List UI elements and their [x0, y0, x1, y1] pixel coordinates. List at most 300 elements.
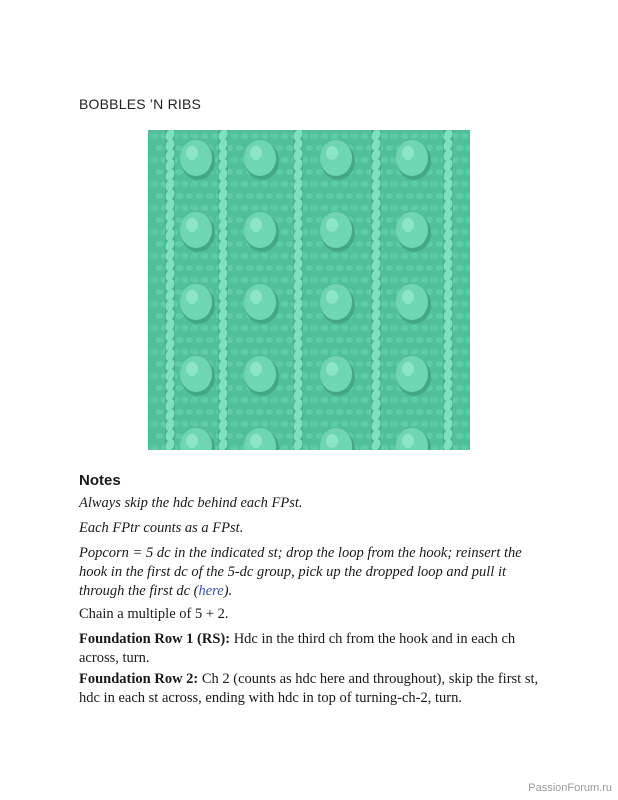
stitch-texture: [331, 397, 339, 403]
stitch-texture: [431, 397, 439, 403]
stitch-texture: [361, 373, 369, 379]
stitch-texture: [276, 337, 284, 343]
stitch-texture: [241, 133, 249, 139]
stitch-texture: [211, 133, 219, 139]
stitch-texture: [461, 421, 469, 427]
stitch-texture: [391, 133, 399, 139]
stitch-texture: [411, 181, 419, 187]
stitch-texture: [256, 193, 264, 199]
stitch-texture: [211, 253, 219, 259]
stitch-texture: [281, 301, 289, 307]
stitch-texture: [191, 325, 199, 331]
stitch-texture: [411, 397, 419, 403]
stitch-texture: [381, 181, 389, 187]
stitch-texture: [321, 181, 329, 187]
stitch-texture: [271, 325, 279, 331]
stitch-texture: [261, 349, 269, 355]
stitch-texture: [401, 253, 409, 259]
stitch-texture: [311, 325, 319, 331]
stitch-texture: [391, 397, 399, 403]
stitch-texture: [201, 277, 209, 283]
stitch-texture: [151, 133, 159, 139]
stitch-texture: [326, 193, 334, 199]
stitch-texture: [336, 265, 344, 271]
stitch-texture: [346, 337, 354, 343]
stitch-texture: [271, 421, 279, 427]
stitch-texture: [411, 277, 419, 283]
popcorn-end: ).: [223, 583, 233, 599]
stitch-texture: [356, 169, 364, 175]
stitch-texture: [281, 157, 289, 163]
bobble-highlight: [402, 290, 414, 304]
stitch-texture: [261, 325, 269, 331]
stitch-texture: [311, 229, 319, 235]
stitch-texture: [416, 337, 424, 343]
stitch-texture: [461, 349, 469, 355]
bobble-highlight: [326, 218, 338, 232]
stitch-texture: [206, 409, 214, 415]
stitch-texture: [306, 313, 314, 319]
stitch-texture: [461, 205, 469, 211]
stitch-texture: [151, 421, 159, 427]
stitch-texture: [196, 193, 204, 199]
stitch-texture: [456, 265, 464, 271]
stitch-texture: [426, 409, 434, 415]
stitch-texture: [241, 349, 249, 355]
stitch-texture: [421, 349, 429, 355]
stitch-texture: [386, 433, 394, 439]
stitch-texture: [421, 325, 429, 331]
stitch-texture: [181, 205, 189, 211]
stitch-texture: [356, 265, 364, 271]
stitch-texture: [381, 325, 389, 331]
stitch-texture: [286, 433, 294, 439]
stitch-texture: [281, 277, 289, 283]
stitch-texture: [151, 229, 159, 235]
stitch-texture: [341, 277, 349, 283]
stitch-texture: [261, 397, 269, 403]
stitch-texture: [156, 337, 164, 343]
stitch-texture: [231, 301, 239, 307]
stitch-texture: [431, 157, 439, 163]
stitch-texture: [286, 241, 294, 247]
stitch-texture: [426, 265, 434, 271]
stitch-texture: [156, 409, 164, 415]
stitch-texture: [381, 349, 389, 355]
notes-heading: Notes: [79, 472, 121, 489]
stitch-texture: [286, 193, 294, 199]
stitch-texture: [306, 145, 314, 151]
stitch-texture: [181, 421, 189, 427]
stitch-texture: [306, 193, 314, 199]
stitch-texture: [361, 157, 369, 163]
stitch-texture: [241, 181, 249, 187]
stitch-texture: [196, 265, 204, 271]
stitch-texture: [281, 349, 289, 355]
stitch-texture: [431, 421, 439, 427]
stitch-texture: [281, 421, 289, 427]
stitch-texture: [256, 265, 264, 271]
stitch-texture: [421, 397, 429, 403]
row-text: Hdc in the third ch from the hook and in each ch across, turn.: [79, 631, 516, 666]
stitch-texture: [436, 361, 444, 367]
stitch-texture: [356, 313, 364, 319]
stitch-texture: [276, 409, 284, 415]
stitch-texture: [181, 253, 189, 259]
stitch-texture: [156, 265, 164, 271]
stitch-texture: [336, 193, 344, 199]
stitch-texture: [321, 277, 329, 283]
stitch-texture: [201, 181, 209, 187]
row-text: Ch 2 (counts as hdc here and throughout), skip the first st, hdc in each st across, ending with hdc in top of turning-ch-2, turn.: [79, 671, 539, 706]
stitch-texture: [271, 397, 279, 403]
bobble-highlight: [186, 362, 198, 376]
stitch-texture: [316, 337, 324, 343]
stitch-texture: [396, 265, 404, 271]
stitch-texture: [251, 253, 259, 259]
stitch-texture: [351, 205, 359, 211]
stitch-texture: [386, 217, 394, 223]
stitch-texture: [456, 433, 464, 439]
stitch-texture: [321, 253, 329, 259]
stitch-texture: [261, 181, 269, 187]
stitch-texture: [391, 205, 399, 211]
stitch-texture: [456, 409, 464, 415]
stitch-texture: [361, 205, 369, 211]
stitch-texture: [331, 349, 339, 355]
stitch-texture: [431, 181, 439, 187]
stitch-texture: [191, 421, 199, 427]
stitch-texture: [386, 289, 394, 295]
stitch-texture: [431, 229, 439, 235]
stitch-texture: [456, 145, 464, 151]
stitch-texture: [331, 181, 339, 187]
stitch-texture: [461, 253, 469, 259]
stitch-texture: [176, 169, 184, 175]
stitch-texture: [261, 205, 269, 211]
stitch-texture: [456, 241, 464, 247]
stitch-texture: [461, 181, 469, 187]
stitch-texture: [311, 349, 319, 355]
stitch-texture: [356, 409, 364, 415]
stitch-texture: [211, 421, 219, 427]
stitch-texture: [156, 241, 164, 247]
stitch-texture: [196, 409, 204, 415]
stitch-texture: [436, 433, 444, 439]
stitch-texture: [401, 325, 409, 331]
stitch-texture: [361, 397, 369, 403]
stitch-texture: [356, 289, 364, 295]
stitch-texture: [381, 157, 389, 163]
stitch-texture: [461, 325, 469, 331]
stitch-texture: [251, 277, 259, 283]
stitch-texture: [321, 325, 329, 331]
stitch-texture: [261, 253, 269, 259]
stitch-texture: [401, 181, 409, 187]
stitch-texture: [316, 409, 324, 415]
stitch-texture: [456, 337, 464, 343]
stitch-texture: [156, 217, 164, 223]
stitch-texture: [391, 277, 399, 283]
stitch-texture: [281, 205, 289, 211]
stitch-texture: [361, 133, 369, 139]
stitch-texture: [286, 145, 294, 151]
stitch-texture: [251, 397, 259, 403]
stitch-texture: [416, 193, 424, 199]
stitch-texture: [201, 325, 209, 331]
swatch-photo: [148, 130, 470, 450]
stitch-texture: [461, 277, 469, 283]
stitch-texture: [351, 277, 359, 283]
stitch-texture: [461, 373, 469, 379]
stitch-texture: [391, 349, 399, 355]
stitch-texture: [421, 181, 429, 187]
stitch-texture: [256, 337, 264, 343]
stitch-texture: [436, 289, 444, 295]
stitch-texture: [436, 145, 444, 151]
stitch-texture: [201, 349, 209, 355]
stitch-texture: [341, 205, 349, 211]
stitch-texture: [341, 253, 349, 259]
stitch-texture: [176, 193, 184, 199]
stitch-texture: [461, 157, 469, 163]
stitch-texture: [201, 421, 209, 427]
stitch-texture: [156, 169, 164, 175]
stitch-texture: [151, 349, 159, 355]
stitch-texture: [426, 337, 434, 343]
stitch-texture: [151, 157, 159, 163]
stitch-texture: [456, 169, 464, 175]
stitch-texture: [266, 193, 274, 199]
stitch-texture: [241, 325, 249, 331]
stitch-texture: [311, 157, 319, 163]
stitch-texture: [156, 289, 164, 295]
stitch-texture: [456, 313, 464, 319]
stitch-texture: [341, 421, 349, 427]
stitch-texture: [321, 205, 329, 211]
stitch-texture: [311, 277, 319, 283]
stitch-texture: [191, 133, 199, 139]
stitch-texture: [386, 193, 394, 199]
stitch-texture: [241, 253, 249, 259]
stitch-texture: [286, 337, 294, 343]
bobble-highlight: [402, 146, 414, 160]
stitch-texture: [356, 361, 364, 367]
stitch-texture: [241, 277, 249, 283]
stitch-texture: [351, 421, 359, 427]
bobble-highlight: [326, 434, 338, 448]
stitch-texture: [401, 277, 409, 283]
bobble-highlight: [402, 362, 414, 376]
stitch-texture: [246, 193, 254, 199]
stitch-texture: [181, 325, 189, 331]
stitch-texture: [341, 133, 349, 139]
stitch-texture: [276, 193, 284, 199]
stitch-texture: [351, 253, 359, 259]
stitch-texture: [151, 205, 159, 211]
stitch-texture: [276, 265, 284, 271]
stitch-texture: [271, 133, 279, 139]
stitch-texture: [181, 181, 189, 187]
note-fptr: Each FPtr counts as a FPst.: [79, 520, 244, 536]
stitch-texture: [281, 373, 289, 379]
stitch-texture: [321, 421, 329, 427]
stitch-texture: [176, 385, 184, 391]
stitch-texture: [201, 133, 209, 139]
bobble-highlight: [326, 290, 338, 304]
stitch-texture: [321, 349, 329, 355]
stitch-texture: [306, 265, 314, 271]
stitch-texture: [231, 229, 239, 235]
stitch-texture: [271, 253, 279, 259]
stitch-texture: [151, 253, 159, 259]
bobble-highlight: [402, 218, 414, 232]
stitch-texture: [156, 385, 164, 391]
stitch-texture: [186, 409, 194, 415]
stitch-texture: [281, 253, 289, 259]
stitch-texture: [331, 133, 339, 139]
stitch-texture: [186, 265, 194, 271]
stitch-texture: [431, 253, 439, 259]
stitch-texture: [356, 337, 364, 343]
stitch-texture: [176, 313, 184, 319]
stitch-texture: [176, 241, 184, 247]
stitch-texture: [306, 289, 314, 295]
stitch-texture: [421, 205, 429, 211]
popcorn-here-link[interactable]: here: [198, 583, 224, 599]
stitch-texture: [361, 229, 369, 235]
stitch-texture: [401, 205, 409, 211]
stitch-texture: [176, 337, 184, 343]
stitch-texture: [356, 241, 364, 247]
stitch-texture: [231, 181, 239, 187]
stitch-texture: [156, 145, 164, 151]
bobble-highlight: [250, 362, 262, 376]
stitch-texture: [351, 349, 359, 355]
stitch-texture: [356, 433, 364, 439]
stitch-texture: [191, 277, 199, 283]
stitch-texture: [176, 409, 184, 415]
stitch-texture: [336, 337, 344, 343]
stitch-texture: [151, 397, 159, 403]
stitch-texture: [386, 385, 394, 391]
stitch-texture: [316, 193, 324, 199]
stitch-texture: [381, 421, 389, 427]
stitch-texture: [386, 361, 394, 367]
stitch-texture: [326, 265, 334, 271]
watermark: PassionForum.ru: [528, 782, 612, 794]
stitch-texture: [236, 409, 244, 415]
stitch-texture: [386, 241, 394, 247]
stitch-texture: [316, 265, 324, 271]
stitch-texture: [201, 397, 209, 403]
note-skip-hdc: Always skip the hdc behind each FPst.: [79, 495, 303, 511]
stitch-texture: [231, 325, 239, 331]
stitch-texture: [286, 409, 294, 415]
stitch-texture: [281, 133, 289, 139]
stitch-texture: [271, 277, 279, 283]
stitch-texture: [236, 289, 244, 295]
stitch-texture: [411, 253, 419, 259]
stitch-texture: [286, 289, 294, 295]
stitch-texture: [251, 133, 259, 139]
stitch-texture: [361, 301, 369, 307]
stitch-texture: [211, 325, 219, 331]
stitch-texture: [411, 421, 419, 427]
stitch-texture: [236, 217, 244, 223]
stitch-texture: [191, 253, 199, 259]
stitch-texture: [386, 265, 394, 271]
stitch-texture: [361, 253, 369, 259]
stitch-texture: [281, 181, 289, 187]
stitch-texture: [396, 193, 404, 199]
row-label: Foundation Row 2:: [79, 671, 199, 687]
crochet-swatch-image: [148, 130, 470, 450]
bobble-highlight: [186, 218, 198, 232]
stitch-texture: [431, 325, 439, 331]
stitch-texture: [331, 253, 339, 259]
stitch-texture: [421, 133, 429, 139]
stitch-texture: [286, 361, 294, 367]
stitch-texture: [326, 409, 334, 415]
stitch-texture: [311, 397, 319, 403]
stitch-texture: [436, 265, 444, 271]
stitch-texture: [211, 397, 219, 403]
bobble-highlight: [186, 434, 198, 448]
stitch-texture: [311, 133, 319, 139]
stitch-texture: [346, 265, 354, 271]
stitch-texture: [231, 349, 239, 355]
stitch-texture: [241, 205, 249, 211]
stitch-texture: [211, 205, 219, 211]
stitch-texture: [186, 337, 194, 343]
stitch-texture: [181, 277, 189, 283]
stitch-texture: [316, 313, 324, 319]
stitch-texture: [286, 313, 294, 319]
stitch-texture: [456, 361, 464, 367]
stitch-texture: [201, 205, 209, 211]
stitch-texture: [306, 385, 314, 391]
stitch-texture: [281, 325, 289, 331]
stitch-texture: [431, 277, 439, 283]
stitch-texture: [306, 361, 314, 367]
stitch-texture: [436, 313, 444, 319]
stitch-texture: [241, 421, 249, 427]
stitch-texture: [151, 301, 159, 307]
stitch-texture: [231, 373, 239, 379]
stitch-texture: [276, 217, 284, 223]
stitch-texture: [341, 325, 349, 331]
stitch-texture: [381, 301, 389, 307]
popcorn-text: Popcorn = 5 dc in the indicated st; drop the loop from the hook; reinsert the hook in the first dc of the 5-dc group, pick up the dropped loop and pull it through the first dc (: [79, 545, 522, 599]
stitch-texture: [361, 325, 369, 331]
stitch-texture: [181, 397, 189, 403]
stitch-texture: [151, 373, 159, 379]
stitch-texture: [251, 205, 259, 211]
stitch-texture: [276, 433, 284, 439]
stitch-texture: [251, 421, 259, 427]
stitch-texture: [401, 349, 409, 355]
stitch-texture: [396, 409, 404, 415]
stitch-texture: [156, 433, 164, 439]
stitch-texture: [346, 409, 354, 415]
stitch-texture: [206, 265, 214, 271]
stitch-texture: [191, 349, 199, 355]
stitch-texture: [236, 433, 244, 439]
bobble-highlight: [250, 146, 262, 160]
stitch-texture: [281, 397, 289, 403]
stitch-texture: [191, 397, 199, 403]
